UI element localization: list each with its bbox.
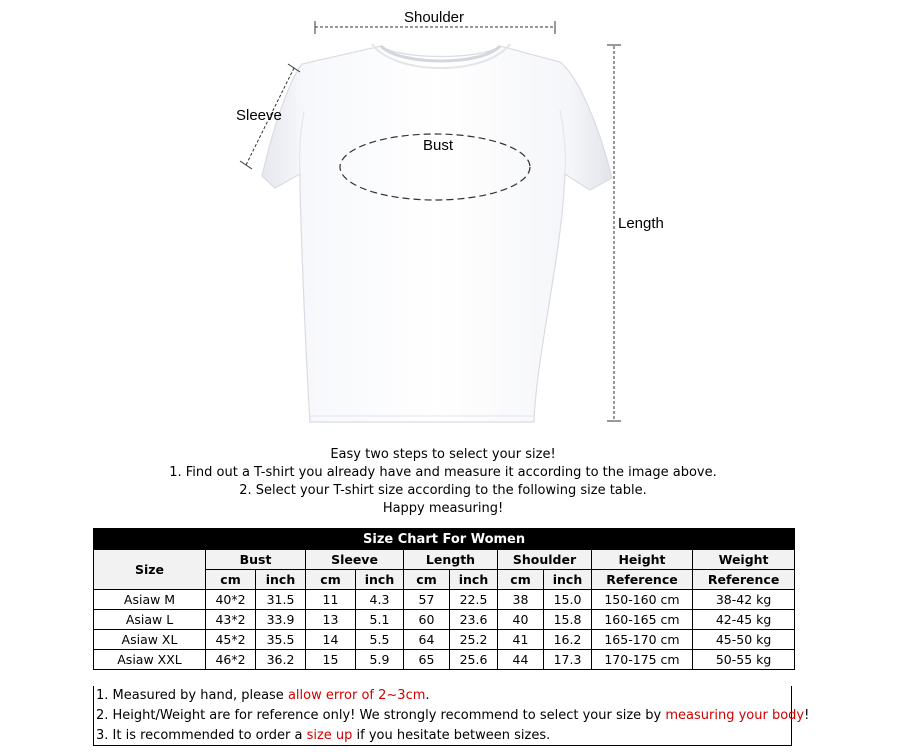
note-after-text: if you hesitate between sizes.	[352, 728, 551, 743]
cell-size: Asiaw L	[94, 610, 206, 630]
cell-shoulder-in: 15.8	[544, 610, 592, 630]
note-before-text: 1. Measured by hand, please	[96, 688, 288, 703]
weight-reference-header: Reference	[693, 570, 795, 590]
cell-sleeve-in: 5.9	[356, 650, 404, 670]
table-row	[94, 610, 795, 630]
bust-inch-header: inch	[256, 570, 306, 590]
length-column-header: Length	[404, 550, 498, 570]
note-after-text: .	[425, 688, 430, 703]
length-cm-header: cm	[404, 570, 450, 590]
weight-column-header: Weight	[693, 550, 795, 570]
notes-box	[93, 686, 810, 746]
cell-weight: 45-50 kg	[693, 630, 795, 650]
cell-sleeve-in: 5.1	[356, 610, 404, 630]
cell-weight: 42-45 kg	[693, 610, 795, 630]
cell-sleeve-in: 4.3	[356, 590, 404, 610]
instructions	[0, 446, 886, 518]
bust-cm-header: cm	[206, 570, 256, 590]
instruction-step-1: 1. Find out a T-shirt you already have and measure it according to the image above.	[169, 465, 717, 480]
length-measure	[607, 45, 664, 421]
sleeve-cm-header: cm	[306, 570, 356, 590]
note-before-text: 2. Height/Weight are for reference only! We strongly recommend to select your size by	[96, 708, 666, 723]
tshirt-image	[262, 44, 612, 422]
cell-shoulder-cm: 38	[498, 590, 544, 610]
note-highlight-text: allow error of 2~3cm	[287, 688, 426, 703]
cell-length-cm: 57	[404, 590, 450, 610]
bust-column-header: Bust	[206, 550, 306, 570]
height-column-header: Height	[592, 550, 693, 570]
instruction-intro: Easy two steps to select your size!	[330, 447, 556, 462]
cell-length-in: 25.2	[450, 630, 498, 650]
sleeve-inch-header: inch	[356, 570, 404, 590]
size-chart-table	[93, 528, 795, 670]
shoulder-label: Shoulder	[403, 9, 465, 26]
note-2	[96, 706, 810, 726]
cell-weight: 38-42 kg	[693, 590, 795, 610]
note-after-text: !	[804, 708, 810, 723]
cell-weight: 50-55 kg	[693, 650, 795, 670]
table-row	[94, 650, 795, 670]
cell-bust-cm: 46*2	[206, 650, 256, 670]
sleeve-label: Sleeve	[236, 107, 282, 124]
cell-length-cm: 65	[404, 650, 450, 670]
cell-length-in: 25.6	[450, 650, 498, 670]
cell-shoulder-cm: 44	[498, 650, 544, 670]
cell-sleeve-cm: 14	[306, 630, 356, 650]
cell-height: 150-160 cm	[592, 590, 693, 610]
cell-size: Asiaw M	[94, 590, 206, 610]
cell-length-in: 22.5	[450, 590, 498, 610]
cell-height: 165-170 cm	[592, 630, 693, 650]
instruction-step-2: 2. Select your T-shirt size according to the following size table.	[239, 483, 647, 498]
cell-size: Asiaw XL	[94, 630, 206, 650]
sleeve-column-header: Sleeve	[306, 550, 404, 570]
cell-bust-cm: 40*2	[206, 590, 256, 610]
height-reference-header: Reference	[592, 570, 693, 590]
length-inch-header: inch	[450, 570, 498, 590]
cell-shoulder-cm: 40	[498, 610, 544, 630]
cell-sleeve-cm: 15	[306, 650, 356, 670]
size-chart-rows	[94, 590, 795, 670]
cell-shoulder-in: 16.2	[544, 630, 592, 650]
notes-list	[96, 686, 810, 746]
table-row	[94, 630, 795, 650]
note-highlight-text: size up	[306, 728, 353, 743]
cell-length-cm: 60	[404, 610, 450, 630]
note-3	[96, 726, 791, 746]
size-column-header: Size	[94, 550, 206, 590]
cell-length-in: 23.6	[450, 610, 498, 630]
cell-height: 170-175 cm	[592, 650, 693, 670]
cell-height: 160-165 cm	[592, 610, 693, 630]
cell-size: Asiaw XXL	[94, 650, 206, 670]
shoulder-inch-header: inch	[544, 570, 592, 590]
cell-sleeve-in: 5.5	[356, 630, 404, 650]
cell-length-cm: 64	[404, 630, 450, 650]
cell-bust-cm: 43*2	[206, 610, 256, 630]
cell-bust-in: 33.9	[256, 610, 306, 630]
cell-bust-in: 35.5	[256, 630, 306, 650]
bust-label: Bust	[422, 137, 454, 154]
cell-bust-in: 31.5	[256, 590, 306, 610]
cell-shoulder-in: 17.3	[544, 650, 592, 670]
shoulder-column-header: Shoulder	[498, 550, 592, 570]
cell-shoulder-cm: 41	[498, 630, 544, 650]
shoulder-cm-header: cm	[498, 570, 544, 590]
size-chart-title: Size Chart For Women	[94, 529, 795, 550]
note-before-text: 3. It is recommended to order a	[96, 728, 307, 743]
cell-shoulder-in: 15.0	[544, 590, 592, 610]
cell-bust-in: 36.2	[256, 650, 306, 670]
note-highlight-text: measuring your body	[665, 708, 805, 723]
length-label: Length	[618, 215, 664, 232]
instruction-outro: Happy measuring!	[382, 501, 504, 516]
cell-sleeve-cm: 11	[306, 590, 356, 610]
table-row	[94, 590, 795, 610]
cell-sleeve-cm: 13	[306, 610, 356, 630]
shoulder-measure	[315, 8, 555, 34]
cell-bust-cm: 45*2	[206, 630, 256, 650]
note-1	[96, 686, 791, 706]
